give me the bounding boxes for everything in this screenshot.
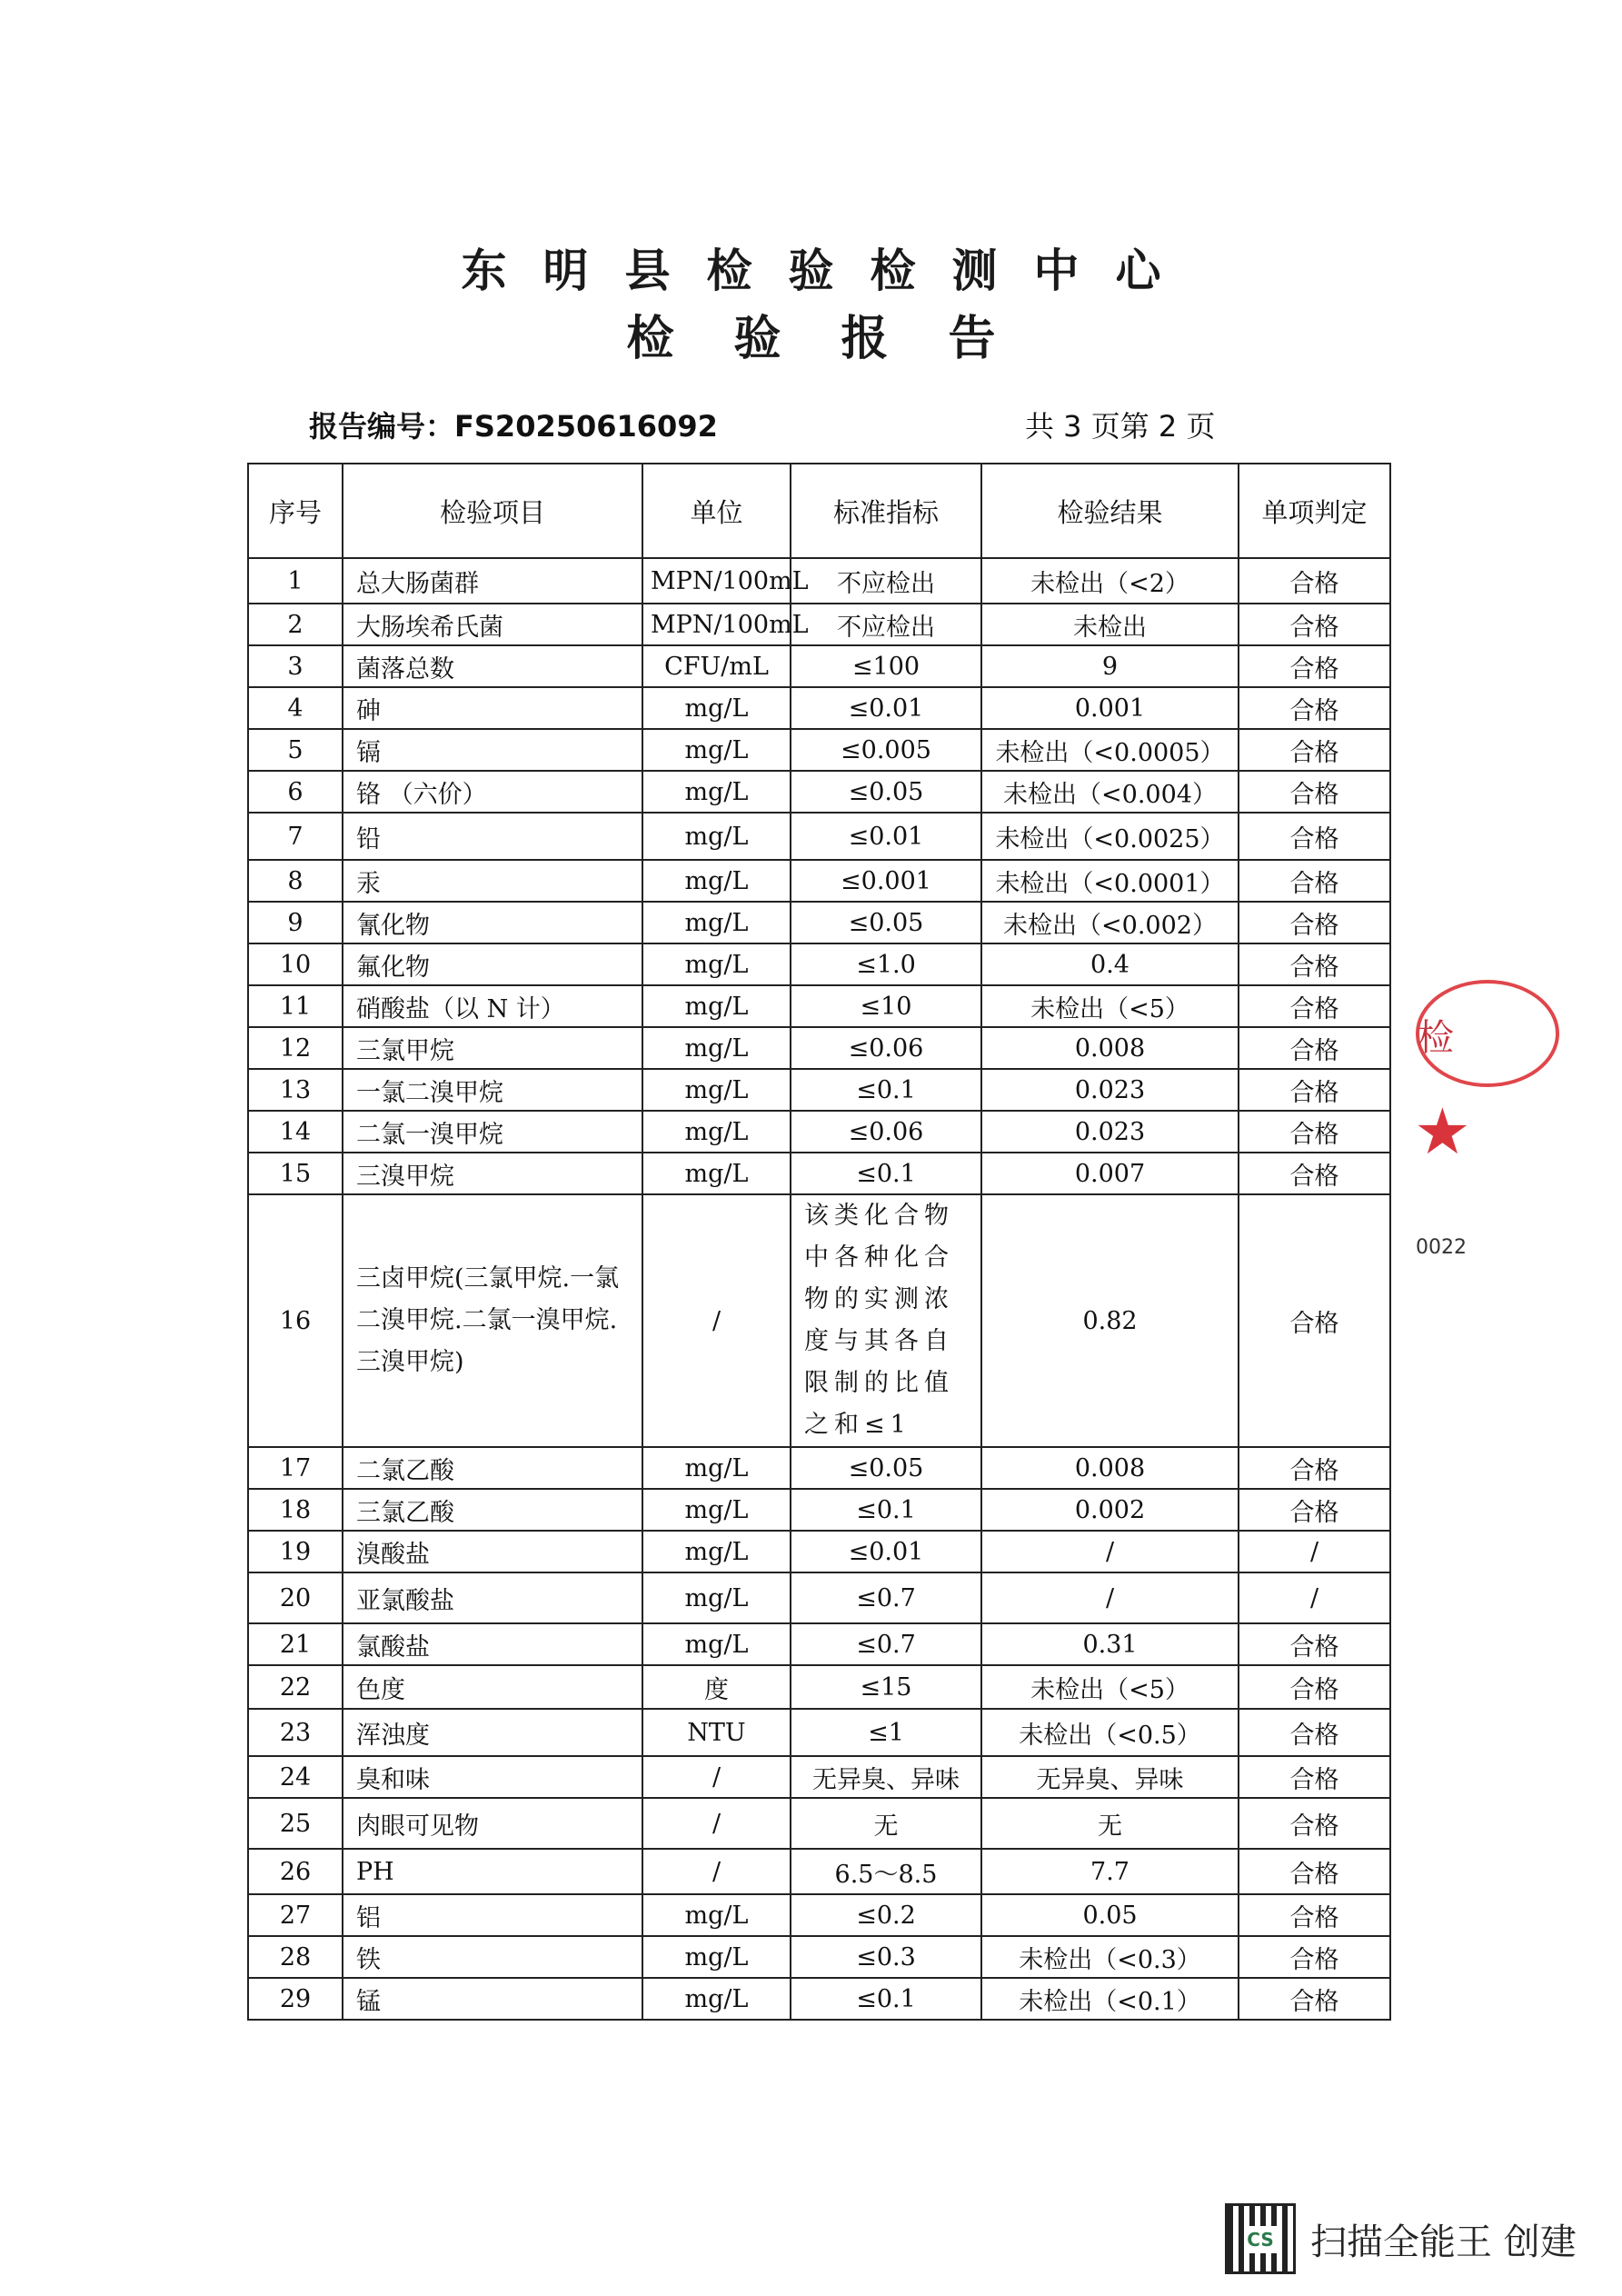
cell-standard: ≤0.01	[791, 813, 981, 860]
col-header-no: 序号	[248, 464, 343, 558]
cell-no: 7	[248, 813, 343, 860]
table-row	[248, 687, 1390, 729]
table-row	[248, 604, 1390, 645]
qr-code-icon	[1225, 2203, 1296, 2274]
cell-verdict: 合格	[1239, 1849, 1390, 1894]
cell-standard: ≤0.1	[791, 1069, 981, 1111]
cell-verdict: 合格	[1239, 1027, 1390, 1069]
cell-unit: mg/L	[642, 771, 791, 813]
cell-no: 23	[248, 1709, 343, 1756]
scanner-watermark	[1225, 2203, 1577, 2274]
cell-no: 28	[248, 1936, 343, 1978]
cell-no: 25	[248, 1798, 343, 1849]
cell-unit: /	[642, 1798, 791, 1849]
cell-verdict: 合格	[1239, 1623, 1390, 1665]
cell-standard: ≤0.01	[791, 1531, 981, 1572]
cell-item: 大肠埃希氏菌	[343, 604, 642, 645]
cell-verdict: 合格	[1239, 943, 1390, 985]
table-row	[248, 1194, 1390, 1447]
cell-standard: ≤0.06	[791, 1111, 981, 1153]
cell-standard: ≤0.05	[791, 771, 981, 813]
cell-verdict: /	[1239, 1531, 1390, 1572]
cell-item: 色度	[343, 1665, 642, 1709]
cell-result: 0.007	[981, 1153, 1239, 1194]
cell-no: 8	[248, 860, 343, 902]
cell-item: 臭和味	[343, 1756, 642, 1798]
table-header-row	[248, 464, 1390, 558]
cell-unit: mg/L	[642, 1572, 791, 1623]
cell-item: 浑浊度	[343, 1709, 642, 1756]
cell-unit: 度	[642, 1665, 791, 1709]
cell-item: 氯酸盐	[343, 1623, 642, 1665]
cell-verdict: 合格	[1239, 1709, 1390, 1756]
cell-result: /	[981, 1531, 1239, 1572]
table-row	[248, 1489, 1390, 1531]
cell-result: 未检出（<0.0025）	[981, 813, 1239, 860]
inspection-table	[247, 463, 1391, 2021]
cell-unit: mg/L	[642, 687, 791, 729]
cell-unit: mg/L	[642, 1111, 791, 1153]
table-row	[248, 771, 1390, 813]
cell-verdict: 合格	[1239, 1936, 1390, 1978]
stamp-number: 0022	[1416, 1236, 1467, 1259]
cell-item: 三氯乙酸	[343, 1489, 642, 1531]
table-row	[248, 1027, 1390, 1069]
table-row	[248, 1798, 1390, 1849]
cell-no: 18	[248, 1489, 343, 1531]
cell-verdict: 合格	[1239, 1756, 1390, 1798]
cell-verdict: /	[1239, 1572, 1390, 1623]
table-row	[248, 902, 1390, 943]
col-header-item: 检验项目	[343, 464, 642, 558]
cell-item: 氰化物	[343, 902, 642, 943]
cell-item: 一氯二溴甲烷	[343, 1069, 642, 1111]
cell-result: 未检出（<0.0001）	[981, 860, 1239, 902]
cell-no: 29	[248, 1978, 343, 2020]
cell-no: 3	[248, 645, 343, 687]
report-number-value: FS20250616092	[454, 409, 718, 444]
red-seal-stamp	[1407, 963, 1470, 1309]
cell-verdict: 合格	[1239, 604, 1390, 645]
cell-unit: /	[642, 1756, 791, 1798]
table-row	[248, 1849, 1390, 1894]
cell-item: 铬 （六价）	[343, 771, 642, 813]
cell-result: 0.023	[981, 1069, 1239, 1111]
cell-unit: mg/L	[642, 813, 791, 860]
cell-no: 5	[248, 729, 343, 771]
cell-item: 铁	[343, 1936, 642, 1978]
cell-result: 0.31	[981, 1623, 1239, 1665]
cell-no: 9	[248, 902, 343, 943]
cell-no: 21	[248, 1623, 343, 1665]
cell-no: 19	[248, 1531, 343, 1572]
cell-unit: mg/L	[642, 1894, 791, 1936]
cell-result: 0.002	[981, 1489, 1239, 1531]
cell-result: 未检出（<0.004）	[981, 771, 1239, 813]
cell-unit: CFU/mL	[642, 645, 791, 687]
cell-verdict: 合格	[1239, 1069, 1390, 1111]
cell-item: 二氯一溴甲烷	[343, 1111, 642, 1153]
cell-unit: /	[642, 1194, 791, 1447]
cell-verdict: 合格	[1239, 1194, 1390, 1447]
table-row	[248, 1709, 1390, 1756]
cell-unit: mg/L	[642, 860, 791, 902]
table-row	[248, 1572, 1390, 1623]
cell-no: 10	[248, 943, 343, 985]
cell-no: 26	[248, 1849, 343, 1894]
cell-standard: ≤0.05	[791, 1447, 981, 1489]
col-header-result: 检验结果	[981, 464, 1239, 558]
cell-standard: ≤0.1	[791, 1978, 981, 2020]
cell-unit: mg/L	[642, 1153, 791, 1194]
col-header-verdict: 单项判定	[1239, 464, 1390, 558]
cell-standard: ≤100	[791, 645, 981, 687]
cell-result: 未检出（<5）	[981, 1665, 1239, 1709]
cell-result: 未检出	[981, 604, 1239, 645]
col-header-standard: 标准指标	[791, 464, 981, 558]
cell-standard: 该类化合物中各种化合物的实测浓度与其各自限制的比值之和≤1	[791, 1194, 981, 1447]
scanner-label: 扫描全能王 创建	[1310, 2221, 1577, 2263]
cell-unit: mg/L	[642, 1069, 791, 1111]
cell-item: PH	[343, 1849, 642, 1894]
cell-no: 16	[248, 1194, 343, 1447]
cell-item: 砷	[343, 687, 642, 729]
cell-result: /	[981, 1572, 1239, 1623]
cell-result: 0.82	[981, 1194, 1239, 1447]
cell-unit: mg/L	[642, 1489, 791, 1531]
cell-unit: MPN/100mL	[642, 604, 791, 645]
table-row	[248, 1756, 1390, 1798]
cell-unit: MPN/100mL	[642, 558, 791, 604]
cell-verdict: 合格	[1239, 1153, 1390, 1194]
cell-unit: mg/L	[642, 1623, 791, 1665]
cell-result: 0.05	[981, 1894, 1239, 1936]
cell-result: 无异臭、异味	[981, 1756, 1239, 1798]
cell-standard: ≤0.001	[791, 860, 981, 902]
table-row	[248, 729, 1390, 771]
cell-item: 三氯甲烷	[343, 1027, 642, 1069]
cell-verdict: 合格	[1239, 1665, 1390, 1709]
cell-verdict: 合格	[1239, 729, 1390, 771]
cell-standard: ≤0.1	[791, 1489, 981, 1531]
cell-result: 未检出（<0.002）	[981, 902, 1239, 943]
cell-result: 未检出（<0.1）	[981, 1978, 1239, 2020]
cell-verdict: 合格	[1239, 1894, 1390, 1936]
cell-no: 4	[248, 687, 343, 729]
cell-standard: 无	[791, 1798, 981, 1849]
cell-item: 肉眼可见物	[343, 1798, 642, 1849]
cell-result: 7.7	[981, 1849, 1239, 1894]
org-title: 东明县检验检测中心	[461, 245, 1198, 297]
cell-item: 硝酸盐（以 N 计）	[343, 985, 642, 1027]
cell-verdict: 合格	[1239, 860, 1390, 902]
cell-standard: 无异臭、异味	[791, 1756, 981, 1798]
cell-verdict: 合格	[1239, 813, 1390, 860]
cell-unit: NTU	[642, 1709, 791, 1756]
cell-unit: mg/L	[642, 1531, 791, 1572]
cell-no: 6	[248, 771, 343, 813]
cell-standard: ≤15	[791, 1665, 981, 1709]
table-row	[248, 1531, 1390, 1572]
cell-verdict: 合格	[1239, 1978, 1390, 2020]
cell-standard: ≤0.2	[791, 1894, 981, 1936]
table-row	[248, 558, 1390, 604]
cell-no: 22	[248, 1665, 343, 1709]
cell-unit: /	[642, 1849, 791, 1894]
cell-result: 未检出（<0.3）	[981, 1936, 1239, 1978]
cell-unit: mg/L	[642, 1027, 791, 1069]
cell-unit: mg/L	[642, 1447, 791, 1489]
table-row	[248, 1111, 1390, 1153]
cell-item: 汞	[343, 860, 642, 902]
cell-verdict: 合格	[1239, 1111, 1390, 1153]
cell-verdict: 合格	[1239, 1489, 1390, 1531]
cell-standard: 不应检出	[791, 558, 981, 604]
cell-no: 24	[248, 1756, 343, 1798]
table-row	[248, 1936, 1390, 1978]
cell-no: 2	[248, 604, 343, 645]
cell-item: 菌落总数	[343, 645, 642, 687]
cell-result: 0.008	[981, 1027, 1239, 1069]
cell-unit: mg/L	[642, 902, 791, 943]
cell-result: 无	[981, 1798, 1239, 1849]
cell-standard: ≤0.7	[791, 1623, 981, 1665]
table-body	[248, 558, 1390, 2020]
cell-item: 三溴甲烷	[343, 1153, 642, 1194]
cell-no: 14	[248, 1111, 343, 1153]
cell-standard: 不应检出	[791, 604, 981, 645]
cell-result: 未检出（<0.5）	[981, 1709, 1239, 1756]
report-number	[309, 404, 718, 445]
cell-item: 三卤甲烷(三氯甲烷.一氯二溴甲烷.二氯一溴甲烷.三溴甲烷)	[343, 1194, 642, 1447]
cell-no: 17	[248, 1447, 343, 1489]
cell-verdict: 合格	[1239, 985, 1390, 1027]
cell-verdict: 合格	[1239, 902, 1390, 943]
table-row	[248, 645, 1390, 687]
cell-item: 铝	[343, 1894, 642, 1936]
cell-no: 15	[248, 1153, 343, 1194]
table-row	[248, 985, 1390, 1027]
cell-result: 未检出（<0.0005）	[981, 729, 1239, 771]
cell-result: 0.008	[981, 1447, 1239, 1489]
cell-verdict: 合格	[1239, 687, 1390, 729]
cell-unit: mg/L	[642, 729, 791, 771]
cell-no: 27	[248, 1894, 343, 1936]
cell-standard: ≤10	[791, 985, 981, 1027]
cell-standard: ≤0.06	[791, 1027, 981, 1069]
cell-no: 12	[248, 1027, 343, 1069]
cell-verdict: 合格	[1239, 645, 1390, 687]
cell-result: 0.4	[981, 943, 1239, 985]
table-row	[248, 813, 1390, 860]
cell-item: 二氯乙酸	[343, 1447, 642, 1489]
cell-result: 9	[981, 645, 1239, 687]
cell-verdict: 合格	[1239, 771, 1390, 813]
cell-item: 锰	[343, 1978, 642, 2020]
cell-standard: ≤0.01	[791, 687, 981, 729]
cell-item: 总大肠菌群	[343, 558, 642, 604]
table-row	[248, 943, 1390, 985]
col-header-unit: 单位	[642, 464, 791, 558]
cell-item: 镉	[343, 729, 642, 771]
table-row	[248, 860, 1390, 902]
cell-standard: ≤1	[791, 1709, 981, 1756]
star-icon: ★	[1414, 1094, 1471, 1169]
cell-no: 13	[248, 1069, 343, 1111]
cell-no: 11	[248, 985, 343, 1027]
cell-result: 未检出（<2）	[981, 558, 1239, 604]
report-number-label: 报告编号：	[309, 409, 455, 444]
table-row	[248, 1665, 1390, 1709]
cell-verdict: 合格	[1239, 1798, 1390, 1849]
cell-standard: ≤0.05	[791, 902, 981, 943]
cell-unit: mg/L	[642, 943, 791, 985]
table-row	[248, 1153, 1390, 1194]
stamp-text: 检	[1418, 1017, 1454, 1059]
cell-result: 0.023	[981, 1111, 1239, 1153]
cell-result: 未检出（<5）	[981, 985, 1239, 1027]
cell-standard: 6.5～8.5	[791, 1849, 981, 1894]
cell-item: 铅	[343, 813, 642, 860]
cell-verdict: 合格	[1239, 1447, 1390, 1489]
table-row	[248, 1978, 1390, 2020]
cell-unit: mg/L	[642, 1978, 791, 2020]
cell-item: 氟化物	[343, 943, 642, 985]
cell-no: 20	[248, 1572, 343, 1623]
table-row	[248, 1447, 1390, 1489]
table-row	[248, 1069, 1390, 1111]
cell-standard: ≤0.7	[791, 1572, 981, 1623]
cell-verdict: 合格	[1239, 558, 1390, 604]
cell-item: 溴酸盐	[343, 1531, 642, 1572]
cell-standard: ≤1.0	[791, 943, 981, 985]
page-info: 共 3 页第 2 页	[1025, 409, 1216, 444]
cell-item: 亚氯酸盐	[343, 1572, 642, 1623]
cell-unit: mg/L	[642, 1936, 791, 1978]
cell-result: 0.001	[981, 687, 1239, 729]
cell-standard: ≤0.005	[791, 729, 981, 771]
cell-unit: mg/L	[642, 985, 791, 1027]
table-row	[248, 1623, 1390, 1665]
cell-no: 1	[248, 558, 343, 604]
cell-standard: ≤0.3	[791, 1936, 981, 1978]
document-title: 检验报告	[626, 312, 1056, 366]
cell-standard: ≤0.1	[791, 1153, 981, 1194]
table-row	[248, 1894, 1390, 1936]
